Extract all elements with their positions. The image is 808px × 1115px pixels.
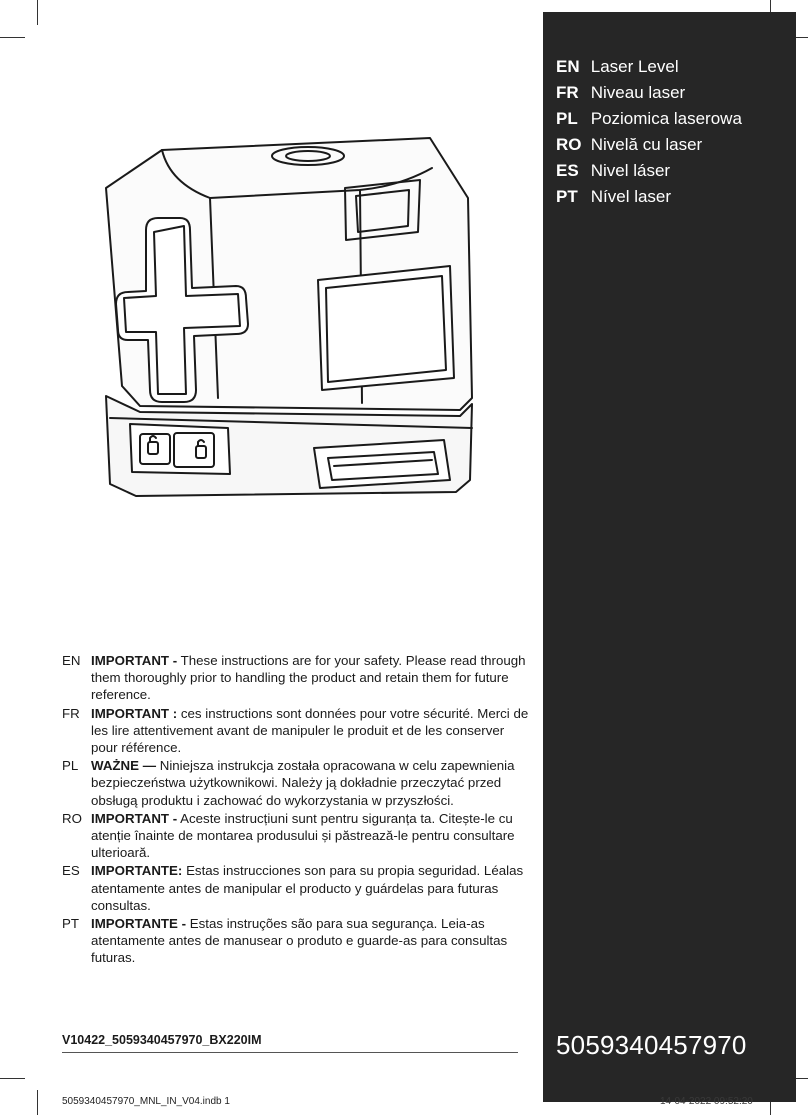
- crop-mark: [37, 1090, 38, 1115]
- warning-ro: [62, 810, 532, 862]
- product-title-list: [556, 57, 742, 213]
- warning-es: [62, 862, 532, 914]
- warning-text: Aceste instrucțiuni sunt pentru siguranța ta. Citește-le cu atenție înainte de montarea produsului și păstrează-le pentru consultare ulterioară.: [91, 810, 515, 861]
- product-title-pt: PT Nível laser: [556, 187, 672, 206]
- warning-lang: FR: [62, 705, 80, 721]
- crop-mark: [37, 0, 38, 25]
- warning-fr: [62, 705, 532, 757]
- warning-heading: IMPORTANT -: [91, 810, 178, 826]
- warning-heading: IMPORTANTE:: [91, 863, 183, 879]
- warning-pl: [62, 757, 532, 809]
- warning-text: Estas instrucciones son para su propia seguridad. Léalas atentamente antes de manipular el producto y guárdelas para futuras consultas.: [91, 863, 524, 913]
- warning-lang: ES: [62, 863, 80, 879]
- warning-text: Niniejsza instrukcja została opracowana w celu zapewnienia bezpieczeństwa użytkownikowi. Należy ją dokładnie przeczytać przed obsługą produktu i zachować do wykorzystania w przyszłości.: [91, 758, 515, 808]
- barcode-number: 5059340457970: [556, 1030, 747, 1060]
- crop-mark: [0, 37, 25, 38]
- warning-text: These instructions are for your safety. Please read through them thoroughly prior to handling the product and retain them for future reference.: [91, 653, 526, 703]
- footer-timestamp: 14-04-2022 09:52:20: [660, 1096, 753, 1107]
- product-title-ro: RO Nivelă cu laser: [556, 135, 703, 154]
- warning-en: [62, 652, 532, 704]
- warning-text: Estas instruções são para sua segurança. Leia-as atentamente antes de manusear o produto e guarde-as para consultas futuras.: [91, 916, 508, 966]
- warning-heading: WAŻNE —: [91, 758, 157, 774]
- warning-lang: PT: [62, 916, 79, 932]
- warning-heading: IMPORTANTE -: [91, 916, 187, 932]
- warning-pt: [62, 915, 532, 967]
- product-title-en: EN Laser Level: [556, 57, 679, 76]
- laser-level-illustration: [100, 128, 480, 518]
- warning-text: ces instructions sont données pour votre sécurité. Merci de les lire attentivement avant de manipuler le produit et de les conserver pour référence.: [91, 705, 529, 756]
- document-reference: V10422_5059340457970_BX220IM: [62, 1033, 262, 1047]
- warning-lang: PL: [62, 758, 79, 774]
- warning-lang: RO: [62, 810, 82, 826]
- product-title-fr: FR Niveau laser: [556, 83, 686, 102]
- crop-mark: [0, 1078, 25, 1079]
- warning-heading: IMPORTANT -: [91, 653, 178, 668]
- warning-heading: IMPORTANT :: [91, 705, 178, 721]
- footer-file-name: 5059340457970_MNL_IN_V04.indb 1: [62, 1096, 230, 1107]
- warning-lang: EN: [62, 653, 81, 668]
- product-title-pl: PL Poziomica laserowa: [556, 109, 742, 128]
- safety-warnings: [62, 652, 532, 968]
- product-title-es: ES Nivel láser: [556, 161, 671, 180]
- divider: [62, 1052, 518, 1053]
